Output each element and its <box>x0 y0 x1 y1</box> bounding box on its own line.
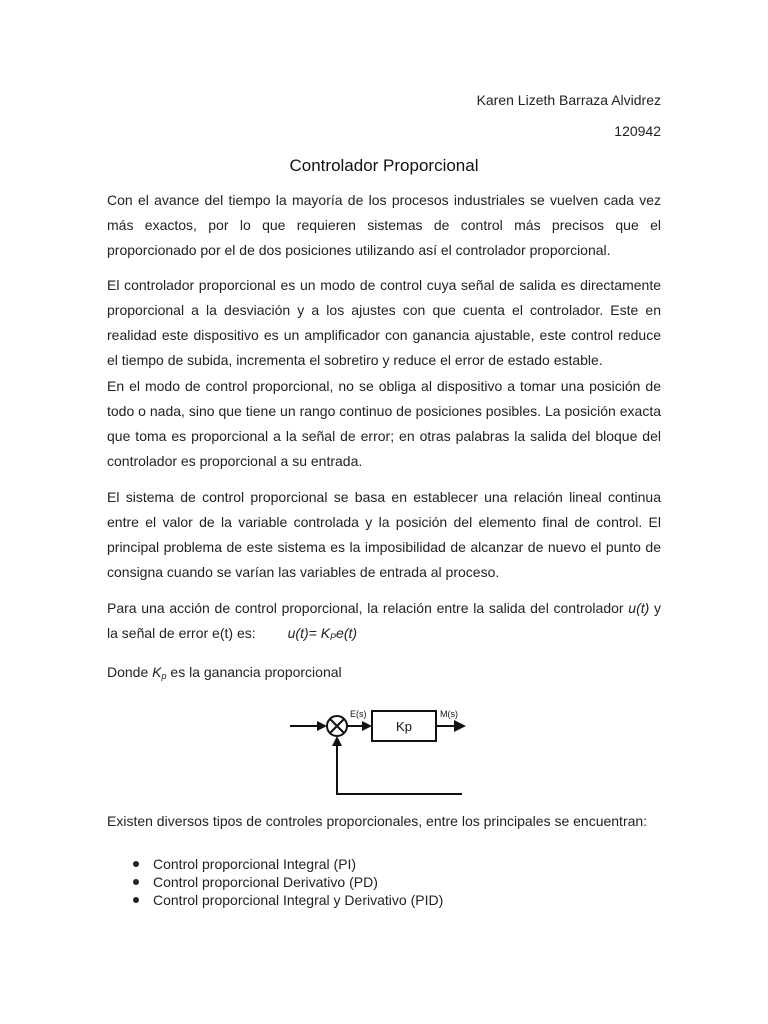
formula <box>288 621 357 650</box>
paragraph-intro <box>107 188 661 263</box>
bullet-icon <box>133 879 139 885</box>
controller-types-list <box>107 855 443 909</box>
list-item-text: Control proporcional Integral (PI) <box>153 856 357 872</box>
relation-text-end: y la señal de error e(t) es: <box>107 600 661 641</box>
gain-symbol: K <box>152 664 162 680</box>
paragraph-text <box>107 660 661 689</box>
output-arrow <box>454 720 466 732</box>
paragraph-text: El sistema de control proporcional se basa en establecer una relación lineal continua entre el valor de la variable controlada y la posición del elemento final de control. El principal problema de este sistema es la imposibilidad de alcanzar de nuevo el punto de consigna cuando se varían las variables de entrada al proceso. <box>107 489 661 580</box>
paragraph-text: Con el avance del tiempo la mayoría de los procesos industriales se vuelven cada vez más exactos, por lo que requieren sistemas de control más precisos que el proporcionado por el de dos posiciones utilizando así el controlador proporcional. <box>107 192 661 258</box>
paragraph-text: El controlador proporcional es un modo de control cuya señal de salida es directamente proporcional a la desviación y a los ajustes con que cuenta el controlador. Este en realidad este dispositivo es un amplificador con ganancia ajustable, este control reduce el tiempo de subida, incrementa el sobretiro y reduce el error de estado estable. <box>107 277 661 368</box>
input-arrow <box>317 721 327 731</box>
output-signal-label: M(s) <box>440 709 458 719</box>
block-diagram <box>290 700 480 800</box>
bullet-icon <box>133 897 139 903</box>
paragraph-text: En el modo de control proporcional, no se obliga al dispositivo a tomar una posición de todo o nada, sino que tiene un rango continuo de posiciones posibles. La posición exacta que toma es proporcional a la señal de error; en otras palabras la salida del bloque del controlador es proporcional a su entrada. <box>107 378 661 469</box>
feedback-line <box>337 742 462 794</box>
feedback-arrow <box>332 736 342 746</box>
bullet-icon <box>133 861 139 867</box>
gain-text-start: Donde <box>107 664 153 680</box>
list-item <box>107 855 443 873</box>
student-id: 120942 <box>614 123 661 139</box>
formula-right: e(t) <box>336 625 358 641</box>
list-item-text: Control proporcional Derivativo (PD) <box>153 874 378 890</box>
gain-text-end: es la ganancia proporcional <box>166 664 342 680</box>
formula-subscript: P <box>330 632 337 642</box>
paragraph-system <box>107 485 661 585</box>
block-label: Kp <box>396 719 412 734</box>
relation-text-start: Para una acción de control proporcional, la relación entre la salida del controlador <box>107 600 629 616</box>
controller-output-symbol: u(t) <box>628 600 650 616</box>
error-arrow <box>362 721 372 731</box>
list-item-text: Control proporcional Integral y Derivativo (PID) <box>153 892 444 908</box>
error-signal-label: E(s) <box>350 709 367 719</box>
paragraph-text <box>107 596 661 650</box>
paragraph-relation <box>107 596 661 650</box>
author-name: Karen Lizeth Barraza Alvidrez <box>476 92 661 108</box>
paragraph-mode <box>107 374 661 474</box>
gain-subscript: p <box>161 671 167 681</box>
list-item <box>107 891 443 909</box>
list-item <box>107 873 443 891</box>
paragraph-gain <box>107 660 661 689</box>
list-intro: Existen diversos tipos de controles proporcionales, entre los principales se encuentran: <box>107 813 648 829</box>
formula-left: u(t)= K <box>287 625 331 641</box>
document-title: Controlador Proporcional <box>289 156 479 175</box>
paragraph-definition <box>107 273 661 373</box>
